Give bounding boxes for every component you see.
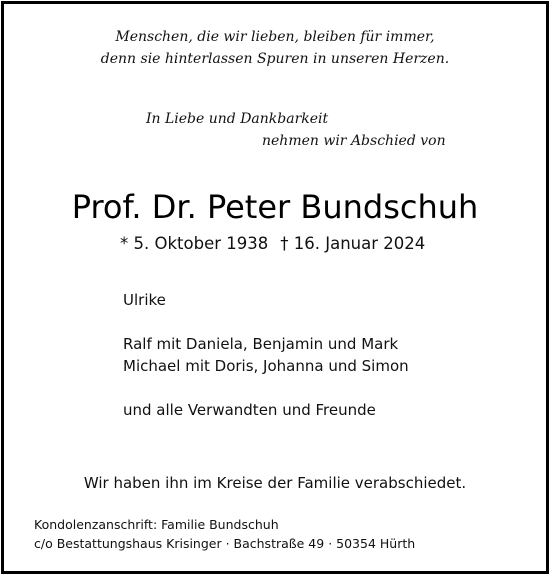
memorial-verse [4,26,546,70]
deceased-name: Prof. Dr. Peter Bundschuh [71,188,479,226]
death-date: † 16. Januar 2024 [280,234,426,253]
life-dates [120,231,425,257]
mourner-line: und alle Verwandten und Freunde [123,401,376,419]
mourner-line: Ulrike [123,291,166,309]
intro-line-2: nehmen wir Abschied von [262,133,446,149]
memorial-verse-line-1: Menschen, die wir lieben, bleiben für immer, [115,29,435,45]
condolence-address-line-2: c/o Bestattungshaus Krisinger · Bachstraße 49 · 50354 Hürth [34,536,416,551]
farewell-statement: Wir haben ihn im Kreise der Familie verabschiedet. [83,474,467,492]
intro-line-1: In Liebe und Dankbarkeit [146,111,329,127]
mourner-line: Ralf mit Daniela, Benjamin und Mark [123,335,399,353]
mourner-line: Michael mit Doris, Johanna und Simon [123,357,409,375]
birth-date: * 5. Oktober 1938 [120,234,269,253]
condolence-address-line-1: Kondolenzanschrift: Familie Bundschuh [34,517,279,532]
obituary-notice [1,1,549,574]
memorial-verse-line-2: denn sie hinterlassen Spuren in unseren Herzen. [100,51,450,67]
